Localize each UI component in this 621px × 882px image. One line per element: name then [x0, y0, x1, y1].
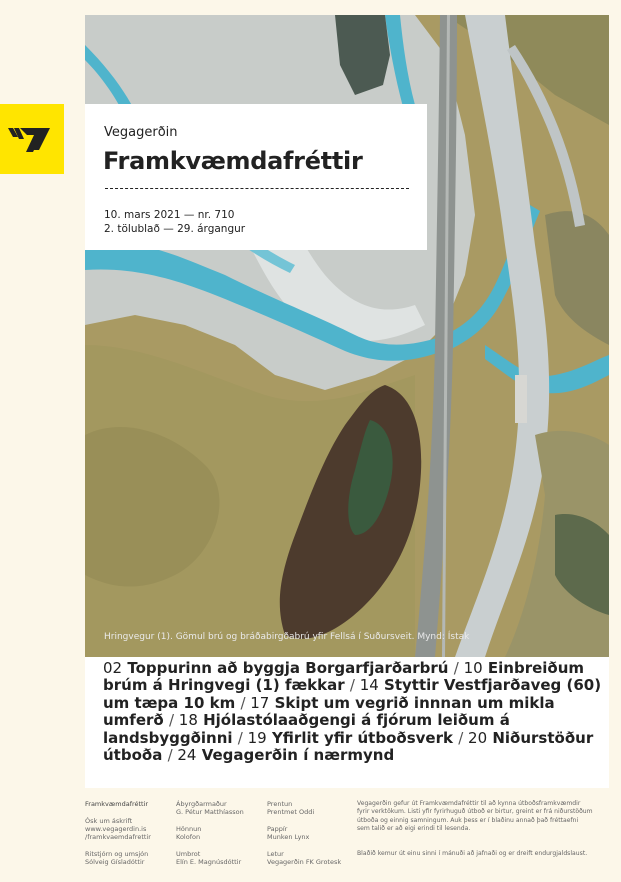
dashed-divider — [105, 188, 409, 189]
print-name: Prentmet Oddi — [267, 808, 315, 817]
toc-page-number: 18 — [178, 711, 198, 730]
editor-label: Ritstjórn og umsjón — [85, 849, 149, 858]
toc-entry[interactable]: Einbreiðum brúm á Hringvegi (1) fækkar — [103, 659, 585, 695]
print-label: Prentun — [267, 800, 293, 808]
toc-page-number: 17 — [250, 693, 270, 712]
toc-entry[interactable]: Vegagerðin í nærmynd — [201, 746, 395, 765]
layout-name: Elín E. Magnúsdóttir — [176, 858, 242, 867]
font-label: Letur — [267, 849, 284, 858]
toc-page-number: 24 — [177, 746, 197, 765]
paper-name: Munken Lynx — [267, 833, 310, 842]
subscribe-link[interactable]: www.vegagerdin.is — [85, 824, 147, 833]
toc-page-number: 20 — [468, 728, 488, 747]
photo-caption: Hringvegur (1). Gömul brú og bráðabirgðabrú yfir Fellsá í Suðursveit. Mynd: Ístak — [104, 632, 470, 642]
toc-page-number: 14 — [359, 676, 379, 695]
colophon-title: Framkvæmdafréttir — [85, 800, 149, 808]
about-line: fyrir verktökum. Listi yfir fyrirhuguð útboð er birtur, greint er frá niðurstöðum — [357, 808, 593, 816]
design-name: Kolofon — [176, 833, 201, 842]
toc-paragraph: 02 Toppurinn að byggja Borgarfjarðarbrú / 10 Einbreiðum brúm á Hringvegi (1) fækkar / 14 Styttir Vestfjarðaveg (60) um tæpa 10 km / 17 Skipt um vegrið innnan um mikla umferð / 18 Hjólastólaaðgengi á fjórum leiðum á landsbyggðinni / 19 Yfirlit yfir útboðsverk / 20 Niðurstöður útboða / 24 Vegagerðin í nærmynd — [103, 659, 602, 765]
toc-page-number: 10 — [463, 659, 483, 677]
toc-entry[interactable]: Skipt um vegrið innnan um mikla umferð — [103, 693, 555, 730]
page-title: Framkvæmdafréttir — [103, 147, 363, 175]
publisher-name: Vegagerðin — [104, 125, 178, 140]
responsible-label: Ábyrgðarmaður — [176, 800, 227, 808]
colophon-col-4 — [357, 800, 593, 858]
editor-name: Sólveig Gísladóttir — [85, 858, 145, 867]
layout-label: Umbrot — [176, 849, 201, 858]
issue-number: 2. tölublað — 29. árgangur — [104, 223, 246, 235]
vegagerdin-logo — [0, 104, 64, 174]
toc-page-number: 19 — [247, 728, 267, 747]
colophon-col-2 — [176, 800, 244, 867]
toc-entry[interactable]: Hjólastólaaðgengi á fjórum leiðum á landsbyggðinni — [103, 711, 510, 747]
toc-entry[interactable]: Toppurinn að byggja Borgarfjarðarbrú — [127, 659, 449, 677]
font-name: Vegagerðin FK Grotesk — [267, 858, 342, 867]
title-block — [85, 104, 427, 250]
responsible-name: G. Pétur Matthíasson — [176, 808, 244, 817]
toc-entry[interactable]: Styttir Vestfjarðaveg (60) um tæpa 10 km — [103, 676, 602, 712]
design-label: Hönnun — [176, 824, 202, 833]
colophon-col-3 — [267, 800, 341, 867]
toc-page-number: 02 — [103, 659, 123, 677]
paper-label: Pappír — [267, 824, 288, 833]
about-line: Vegagerðin gefur út Framkvæmdafréttir til að kynna útboðsframkvæmdir — [357, 800, 581, 807]
colophon-col-1 — [85, 800, 151, 867]
toc-entry[interactable]: Yfirlit yfir útboðsverk — [271, 728, 453, 747]
about-line: sem talið er að eigi erindi til lesenda. — [357, 824, 471, 832]
toc-entry[interactable]: Niðurstöður útboða — [103, 728, 594, 765]
subscribe-label: Ósk um áskrift — [85, 816, 133, 825]
subscribe-link-path[interactable]: /framkvaemdafrettir — [85, 833, 151, 842]
frequency-note: Blaðið kemur út einu sinni í mánuði að jafnaði og er dreift endurgjaldslaust. — [357, 849, 588, 857]
about-line: útboða og einnig samningum. Auk þess er í blaðinu annað það fréttaefni — [357, 816, 579, 824]
issue-date: 10. mars 2021 — nr. 710 — [104, 209, 235, 221]
table-of-contents — [85, 657, 609, 788]
